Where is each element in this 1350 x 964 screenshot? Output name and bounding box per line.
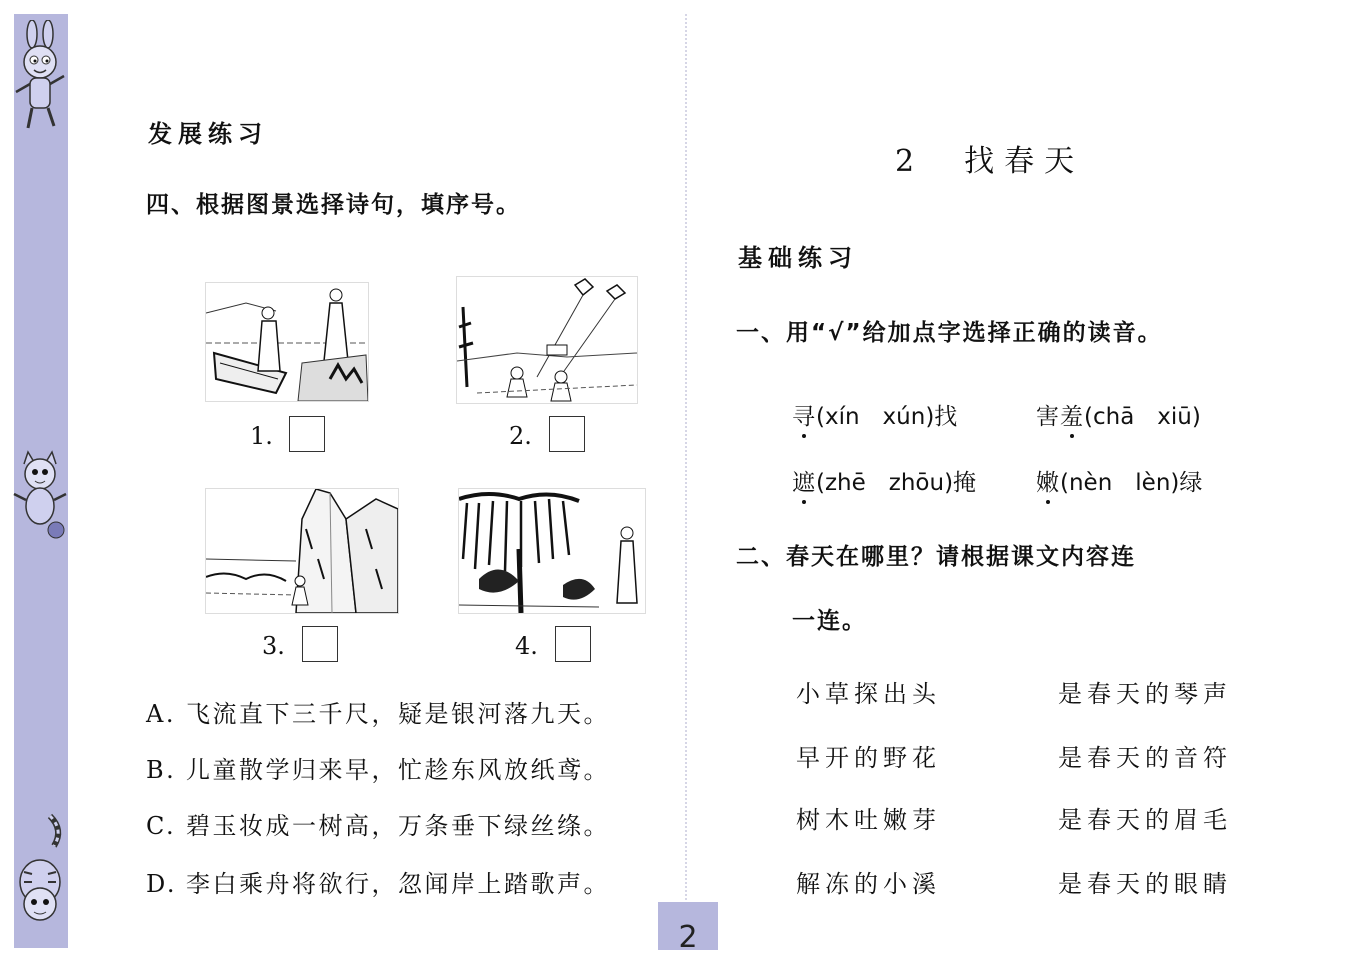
match-left-1[interactable]: 小草探出头 — [796, 680, 941, 708]
picture-3-label: 3. — [262, 632, 285, 660]
option-a-letter: A. — [146, 700, 176, 728]
option-c — [146, 806, 610, 841]
pinyin-item-2-options[interactable]: (chā xiū) — [1084, 404, 1201, 430]
answer-box-1[interactable] — [289, 416, 325, 452]
picture-3 — [205, 488, 399, 614]
picture-2 — [456, 276, 638, 404]
pinyin-item-4 — [1036, 464, 1203, 497]
pinyin-item-1-after: 找 — [934, 404, 959, 430]
lesson-title: 2 找春天 — [895, 144, 1085, 179]
match-right-4[interactable]: 是春天的眼睛 — [1058, 870, 1232, 898]
page-fold-divider — [685, 14, 687, 944]
answer-box-4[interactable] — [555, 626, 591, 662]
match-right-1[interactable]: 是春天的琴声 — [1058, 680, 1232, 708]
question-two-line-1: 二、春天在哪里？请根据课文内容连 — [736, 544, 1136, 570]
section-title-development: 发展练习 — [148, 120, 268, 148]
tiger-character-icon — [10, 812, 68, 932]
option-c-letter: C. — [146, 812, 177, 840]
match-right-2[interactable]: 是春天的音符 — [1058, 744, 1232, 772]
pinyin-item-1-options[interactable]: (xín xún) — [816, 404, 935, 430]
pinyin-item-4-dotted-char: 嫩 — [1036, 470, 1060, 496]
pinyin-item-2-before: 害 — [1036, 404, 1060, 430]
picture-1 — [205, 282, 369, 402]
match-left-4[interactable]: 解冻的小溪 — [796, 870, 941, 898]
children-flying-kites-scene-icon — [457, 277, 637, 403]
option-b-text: 儿童散学归来早，忙趁东风放纸鸢。 — [186, 756, 610, 784]
pinyin-item-1 — [792, 398, 958, 431]
match-left-3[interactable]: 树木吐嫩芽 — [796, 806, 941, 834]
match-left-2[interactable]: 早开的野花 — [796, 744, 941, 772]
pinyin-item-3-after: 掩 — [953, 470, 978, 496]
pinyin-item-4-options[interactable]: (nèn lèn) — [1060, 470, 1180, 496]
river-boat-farewell-scene-icon — [206, 283, 368, 401]
waterfall-mountain-scene-icon — [206, 489, 398, 613]
picture-4 — [458, 488, 646, 614]
option-a — [146, 694, 610, 729]
picture-4-label: 4. — [515, 632, 538, 660]
page-number-tab — [658, 902, 718, 955]
pinyin-item-1-dotted-char: 寻 — [792, 404, 816, 430]
question-two-line-2: 一连。 — [792, 608, 867, 634]
pinyin-item-4-after: 绿 — [1179, 470, 1204, 496]
option-d-letter: D. — [146, 870, 178, 898]
picture-2-label: 2. — [509, 422, 532, 450]
rabbit-character-icon — [10, 20, 68, 140]
match-right-3[interactable]: 是春天的眉毛 — [1058, 806, 1232, 834]
option-b — [146, 750, 610, 785]
pinyin-item-3 — [792, 464, 977, 497]
picture-1-label: 1. — [250, 422, 273, 450]
answer-box-3[interactable] — [302, 626, 338, 662]
option-c-text: 碧玉妆成一树高，万条垂下绿丝绦。 — [186, 812, 610, 840]
pinyin-item-3-dotted-char: 遮 — [792, 470, 816, 496]
pinyin-item-2-dotted-char: 羞 — [1060, 404, 1084, 430]
pinyin-item-3-options[interactable]: (zhē zhōu) — [816, 470, 954, 496]
page-number: 2 — [678, 920, 698, 955]
question-four: 四、根据图景选择诗句，填序号。 — [146, 192, 521, 218]
option-d — [146, 864, 610, 899]
section-title-basic: 基础练习 — [738, 244, 858, 272]
willow-tree-scene-icon — [459, 489, 645, 613]
question-one: 一、用“√”给加点字选择正确的读音。 — [736, 320, 1163, 346]
cat-character-icon — [10, 450, 68, 540]
option-a-text: 飞流直下三千尺，疑是银河落九天。 — [186, 700, 610, 728]
answer-box-2[interactable] — [549, 416, 585, 452]
option-d-text: 李白乘舟将欲行，忽闻岸上踏歌声。 — [186, 870, 610, 898]
pinyin-item-2 — [1036, 398, 1201, 431]
option-b-letter: B. — [146, 756, 177, 784]
